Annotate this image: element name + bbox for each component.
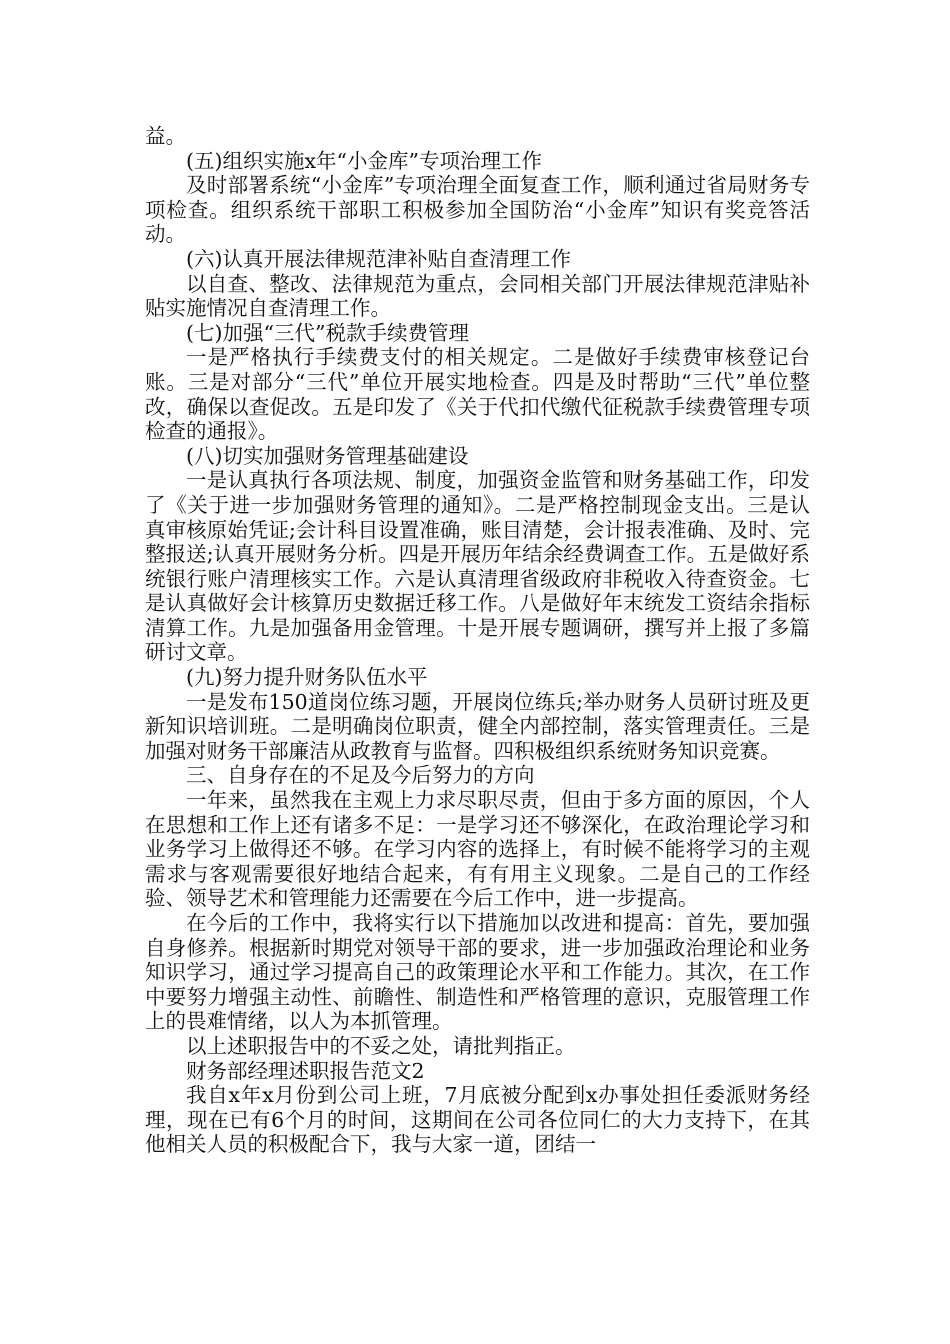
paragraph: 一是严格执行手续费支付的相关规定。二是做好手续费审核登记台账。三是对部分“三代”单位开展实地检查。四是及时帮助“三代”单位整改，确保以查促改。五是印发了《关于代扣代缴代征税款手续费管理专项检查的通报》。 [145, 345, 810, 444]
paragraph: 在今后的工作中，我将实行以下措施加以改进和提高：首先，要加强自身修养。根据新时期党对领导干部的要求，进一步加强政治理论和业务知识学习，通过学习提高自己的政策理论水平和工作能力。其次，在工作中要努力增强主动性、前瞻性、制造性和严格管理的意识，克服管理工作上的畏难情绪，以人为本抓管理。 [145, 911, 810, 1034]
paragraph-continuation: 益。 [145, 124, 186, 148]
chapter-heading-3: 三、自身存在的不足及今后努力的方向 [186, 763, 535, 788]
section-heading-5: (五)组织实施x年“小金库”专项治理工作 [186, 148, 543, 173]
paragraph: 我自x年x月份到公司上班，7月底被分配到x办事处担任委派财务经理，现在已有6个月的时间，这期间在公司各位同仁的大力支持下，在其他相关人员的积极配合下，我与大家一道，团结一 [145, 1083, 810, 1157]
paragraph: 及时部署系统“小金库”专项治理全面复查工作，顺利通过省局财务专项检查。组织系统干部职工积极参加全国防治“小金库”知识有奖竞答活动。 [145, 173, 810, 247]
section-heading-8: (八)切实加强财务管理基础建设 [186, 443, 469, 468]
article-title-2: 财务部经理述职报告范文2 [186, 1058, 425, 1083]
paragraph: 一年来，虽然我在主观上力求尽职尽责，但由于多方面的原因，个人在思想和工作上还有诸多不足：一是学习还不够深化，在政治理论学习和业务学习上做得还不够。在学习内容的选择上，有时候不能将学习的主观需求与客观需要很好地结合起来，有有用主义现象。二是自己的工作经验、领导艺术和管理能力还需要在今后工作中，进一步提高。 [145, 788, 810, 911]
section-heading-7: (七)加强“三代”税款手续费管理 [186, 320, 469, 345]
paragraph: 以上述职报告中的不妥之处，请批判指正。 [186, 1033, 576, 1058]
section-heading-9: (九)努力提升财务队伍水平 [186, 665, 428, 690]
paragraph: 一是认真执行各项法规、制度，加强资金监管和财务基础工作，印发了《关于进一步加强财务管理的通知》。二是严格控制现金支出。三是认真审核原始凭证;会计科目设置准确，账目清楚，会计报表准确、及时、完整报送;认真开展财务分析。四是开展历年结余经费调查工作。五是做好系统银行账户清理核实工作。六是认真清理省级政府非税收入待查资金。七是认真做好会计核算历史数据迁移工作。八是做好年末统发工资结余指标清算工作。九是加强备用金管理。十是开展专题调研，撰写并上报了多篇研讨文章。 [145, 468, 810, 665]
document-body [145, 124, 810, 1157]
paragraph: 一是发布150道岗位练习题，开展岗位练兵;举办财务人员研讨班及更新知识培训班。二是明确岗位职责，健全内部控制，落实管理责任。三是加强对财务干部廉洁从政教育与监督。四积极组织系统财务知识竞赛。 [145, 689, 810, 763]
section-heading-6: (六)认真开展法律规范津补贴自查清理工作 [186, 246, 571, 271]
paragraph: 以自查、整改、法律规范为重点，会同相关部门开展法律规范津贴补贴实施情况自查清理工作。 [145, 271, 810, 321]
